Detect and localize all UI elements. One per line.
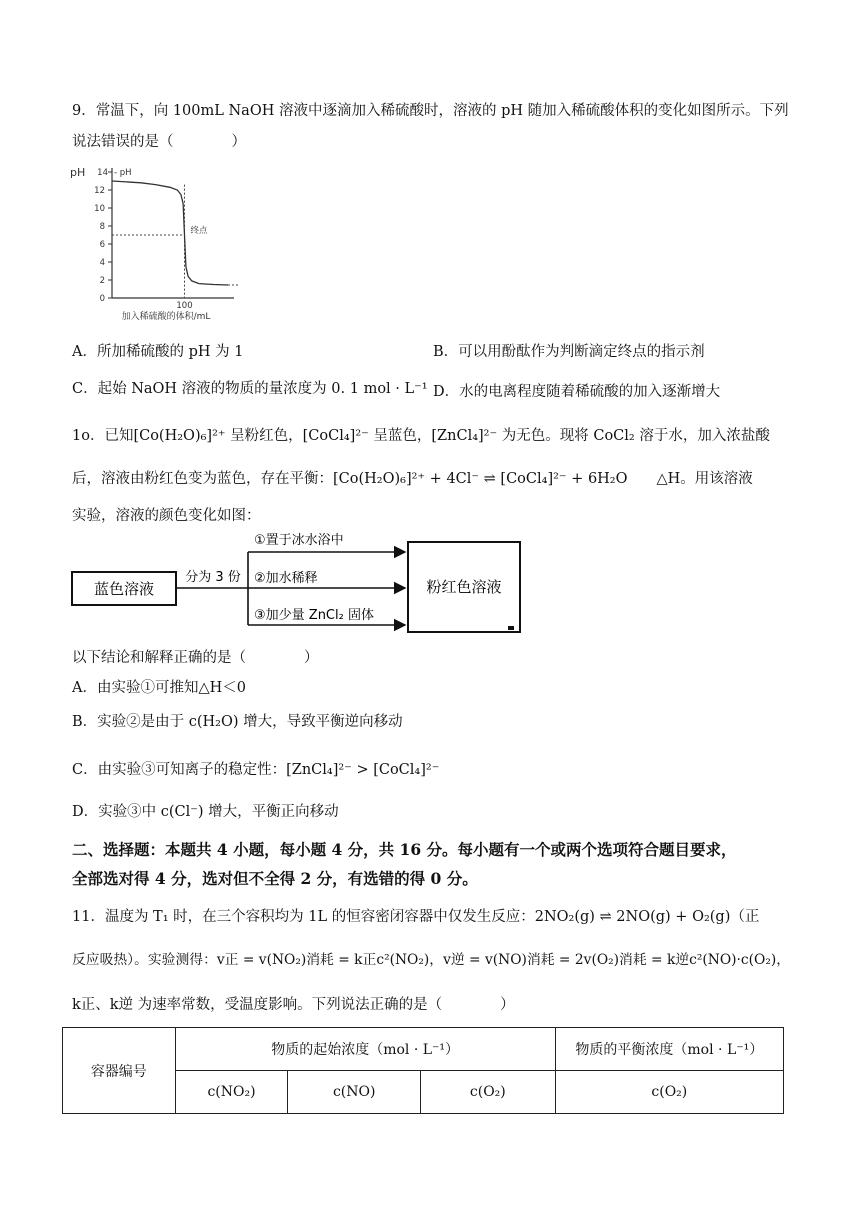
y-tick-label: 6 (99, 240, 105, 250)
y-tick-label: 10 (94, 204, 105, 214)
branch-3-label: ③加少量 ZnCl₂ 固体 (254, 608, 374, 623)
q9-line2: 说法错误的是（ ） (72, 134, 246, 150)
q10-line1: 1o．已知[Co(H₂O)₆]²⁺ 呈粉红色，[CoCl₄]²⁻ 呈蓝色，[ZnCl₄]²⁻ 为无色。现将 CoCl₂ 溶于水，加入浓盐酸 (72, 428, 770, 444)
branch-1-label: ①置于冰水浴中 (254, 533, 344, 548)
y-tick-label: 4 (99, 258, 105, 268)
header-equilibrium-concentration: 物质的平衡浓度（mol · L⁻¹） (555, 1028, 783, 1071)
concentration-table (62, 1027, 784, 1114)
subheader-c-o2: c(O₂) (421, 1071, 556, 1114)
y-tick-label: 14 (97, 168, 108, 178)
section-2-heading-line1: 二、选择题：本题共 4 小题，每小题 4 分，共 16 分。每小题有一个或两个选项符合题目要求， (72, 840, 737, 859)
q10-prompt: 以下结论和解释正确的是（ ） (72, 650, 319, 666)
y-tick-label: 8 (99, 222, 105, 232)
q10-line2: 后，溶液由粉红色变为蓝色，存在平衡：[Co(H₂O)₆]²⁺ + 4Cl⁻ ⇌ [CoCl₄]²⁻ + 6H₂O △H。用该溶液 (72, 471, 753, 487)
header-container-number: 容器编号 (63, 1028, 176, 1114)
endpoint-annotation: 终点 (190, 226, 208, 236)
y-tick-label: 0 (99, 294, 105, 304)
subheader-eq-c-o2: c(O₂) (555, 1071, 783, 1114)
q10-option-d: D．实验③中 c(Cl⁻) 增大，平衡正向移动 (72, 804, 339, 820)
q11-line3: k正、k逆 为速率常数，受温度影响。下列说法正确的是（ ） (72, 997, 515, 1013)
x-axis-label: 加入稀硫酸的体积/mL (121, 312, 211, 322)
q11-line1: 11．温度为 T₁ 时，在三个容积均为 1L 的恒容密闭容器中仅发生反应：2NO₂(g) ⇌ 2NO(g) + O₂(g)（正 (72, 909, 760, 925)
experiment-flow-diagram (70, 528, 530, 638)
pink-solution-label: 粉红色溶液 (426, 578, 502, 596)
split-label: 分为 3 份 (185, 570, 241, 585)
q11-line2: 反应吸热）。实验测得：v正 = v(NO₂)消耗 = k正c²(NO₂)，v逆 = v(NO)消耗 = 2v(O₂)消耗 = k逆c²(NO)·c(O₂)， (72, 952, 791, 968)
y-tick-label: 2 (99, 276, 105, 286)
q9-option-b: B．可以用酚酞作为判断滴定终点的指示剂 (433, 344, 705, 360)
q9-option-a: A．所加稀硫酸的 pH 为 1 (72, 344, 244, 360)
q10-option-a: A．由实验①可推知△H＜0 (72, 680, 246, 696)
q9-line1: 9．常温下，向 100mL NaOH 溶液中逐滴加入稀硫酸时，溶液的 pH 随加入稀硫酸体积的变化如图所示。下列 (72, 103, 789, 119)
ph-curve (112, 181, 228, 285)
q10-line3: 实验，溶液的颜色变化如图： (72, 508, 261, 524)
blue-solution-label: 蓝色溶液 (93, 580, 155, 598)
header-initial-concentration: 物质的起始浓度（mol · L⁻¹） (175, 1028, 555, 1071)
q10-option-c: C．由实验③可知离子的稳定性：[ZnCl₄]²⁻ > [CoCl₄]²⁻ (72, 762, 440, 778)
section-2-heading-line2: 全部选对得 4 分，选对但不全得 2 分，有选错的得 0 分。 (72, 869, 478, 888)
x-tick-label: 100 (176, 301, 193, 311)
y-axis-top-label: - pH (114, 168, 132, 178)
q9-option-d: D．水的电离程度随着稀硫酸的加入逐渐增大 (433, 384, 721, 400)
subheader-c-no2: c(NO₂) (175, 1071, 288, 1114)
y-tick-label: 12 (94, 186, 105, 196)
branch-2-label: ②加水稀释 (254, 571, 318, 586)
q10-option-b: B．实验②是由于 c(H₂O) 增大，导致平衡逆向移动 (72, 714, 403, 730)
y-axis-label: pH (70, 166, 86, 179)
subheader-c-no: c(NO) (288, 1071, 421, 1114)
q9-option-c: C．起始 NaOH 溶液的物质的量浓度为 0. 1 mol · L⁻¹ (72, 381, 428, 397)
ph-titration-chart (64, 160, 240, 322)
